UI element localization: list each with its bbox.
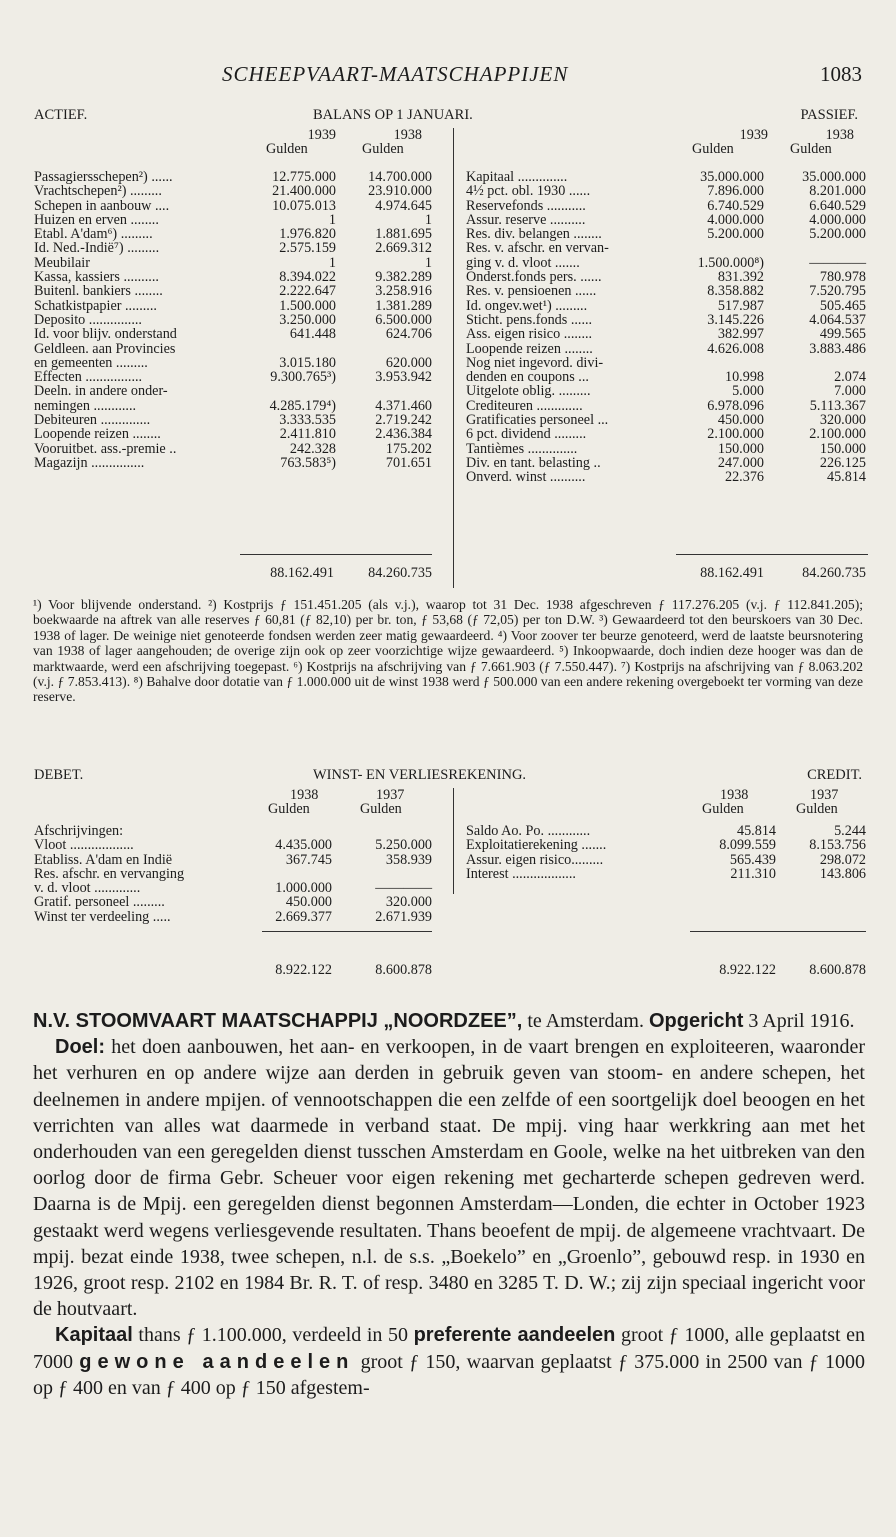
pl-account (0, 767, 896, 925)
asset-row (34, 256, 434, 270)
asset-value: 8.394.022 (279, 269, 336, 286)
liab-year-1: 1939 (739, 127, 768, 143)
liability-row (466, 356, 866, 370)
assets-year-1: 1939 (307, 127, 336, 143)
liability-value: 450.000 (717, 412, 764, 429)
debit-value: 2.669.377 (275, 908, 332, 925)
credit-total (466, 963, 866, 977)
liability-value: 505.465 (819, 297, 866, 314)
balance-sheet (0, 108, 896, 588)
credit-total-1937: 8.600.878 (809, 962, 866, 978)
asset-row (34, 384, 434, 398)
liab-year-2: 1938 (825, 127, 854, 143)
debit-total (34, 963, 434, 977)
liability-value: 247.000 (717, 454, 764, 471)
asset-value: 175.202 (385, 440, 432, 457)
credit-value: 211.310 (730, 865, 776, 882)
company-name: N.V. STOOMVAART MAATSCHAPPIJ „NOORDZEE”, (33, 1010, 523, 1032)
liability-row (466, 299, 866, 313)
liability-label: Onverd. winst .......... (466, 469, 586, 486)
asset-label: Id. voor blijv. onderstand (34, 326, 177, 343)
liability-label: Sticht. pens.fonds ...... (466, 311, 593, 328)
asset-value: 4.371.460 (375, 397, 432, 414)
assets-total (34, 566, 434, 580)
asset-value: 2.669.312 (375, 240, 432, 257)
asset-label: Schatkistpapier ......... (34, 297, 157, 314)
asset-value: 701.651 (385, 454, 432, 471)
asset-value: 14.700.000 (368, 169, 432, 185)
pl-title: WINST- EN VERLIESREKENING. (313, 767, 527, 783)
liab-unit-2: Gulden (790, 141, 832, 158)
kapitaal-label: Kapitaal (55, 1324, 133, 1347)
liability-label: Kapitaal .............. (466, 169, 568, 185)
credit-row (466, 867, 866, 881)
credit-value: 5.244 (834, 823, 866, 839)
liability-value: ———— (809, 254, 866, 271)
liability-label: Id. ongev.wet¹) ......... (466, 297, 588, 314)
asset-label: Geldleen. aan Provincies (34, 340, 176, 357)
liability-label: Reservefonds ........... (466, 197, 586, 214)
debit-row (34, 867, 434, 881)
liability-value: 226.125 (819, 454, 866, 471)
liability-value: 4.626.008 (707, 340, 764, 357)
credit-value: 8.153.756 (809, 837, 866, 854)
opgericht-label: Opgericht (648, 1010, 744, 1032)
debit-label: Gratif. personeel ......... (34, 894, 165, 911)
liability-label: Res. div. belangen ........ (466, 226, 602, 243)
debit-value: 2.671.939 (375, 908, 432, 925)
liability-value: 5.113.367 (809, 397, 866, 414)
debit-label: Afschrijvingen: (34, 823, 124, 839)
liability-label: ging v. d. vloot ....... (466, 254, 580, 271)
debit-row (34, 853, 434, 867)
balance-assets (34, 170, 434, 470)
debit-value: 4.435.000 (275, 837, 332, 854)
liability-value: 5.000 (732, 383, 764, 400)
liability-label: Onderst.fonds pers. ...... (466, 269, 602, 286)
liability-value: 35.000.000 (700, 169, 764, 185)
asset-value: 9.300.765³) (270, 369, 336, 386)
asset-row (34, 342, 434, 356)
credit-row (466, 853, 866, 867)
liability-value: 320.000 (819, 412, 866, 429)
liability-label: Ass. eigen risico ........ (466, 326, 593, 343)
liab-total-1939: 88.162.491 (700, 565, 764, 581)
asset-value: 1.500.000 (279, 297, 336, 314)
asset-value: 763.583⁵) (280, 454, 336, 471)
liability-row (466, 327, 866, 341)
liability-label: 4½ pct. obl. 1930 ...... (466, 183, 591, 200)
liability-value: 5.200.000 (809, 226, 866, 243)
pl-divider (453, 788, 454, 894)
pl-credit (466, 824, 866, 881)
credit-total-rule (690, 931, 866, 932)
asset-value: 21.400.000 (272, 183, 336, 200)
asset-row (34, 284, 434, 298)
liability-value: 6.640.529 (809, 197, 866, 214)
debit-value: 320.000 (385, 894, 432, 911)
asset-value: 3.258.916 (375, 283, 432, 300)
debit-label: Vloot .................. (34, 837, 134, 854)
liability-row (466, 442, 866, 456)
liability-value: 3.145.226 (707, 311, 764, 328)
asset-row (34, 327, 434, 341)
assets-total-rule (240, 554, 432, 555)
liability-value: 22.376 (724, 469, 764, 486)
footnotes (33, 597, 863, 705)
debit-label: Winst ter verdeeling ..... (34, 908, 171, 925)
asset-row (34, 241, 434, 255)
liability-row (466, 227, 866, 241)
page-number: 1083 (820, 62, 862, 86)
liability-value: 150.000 (819, 440, 866, 457)
liability-value: 8.358.882 (707, 283, 764, 300)
asset-row (34, 442, 434, 456)
asset-value: 3.015.180 (279, 354, 336, 371)
debit-value: 450.000 (285, 894, 332, 911)
asset-value: 4.974.645 (375, 197, 432, 214)
asset-label: Meubilair (34, 254, 90, 271)
liability-label: Nog niet ingevord. divi- (466, 354, 604, 371)
asset-value: 2.411.810 (279, 426, 336, 443)
balance-title: BALANS OP 1 JANUARI. (313, 107, 473, 123)
liability-value: 382.997 (717, 326, 764, 343)
asset-value: 3.333.535 (279, 412, 336, 429)
liability-row (466, 241, 866, 255)
asset-value: 3.250.000 (279, 311, 336, 328)
company-entry (33, 1008, 865, 1401)
credit-row (466, 824, 866, 838)
debit-total-1938: 8.922.122 (275, 962, 332, 978)
liability-value: 35.000.000 (802, 169, 866, 185)
liability-value: 4.000.000 (707, 211, 764, 228)
asset-row (34, 313, 434, 327)
liab-total-1938: 84.260.735 (802, 565, 866, 581)
asset-label: Loopende reizen ........ (34, 426, 161, 443)
balance-right-label: PASSIEF. (800, 107, 858, 123)
doel-text: het doen aanbouwen, het aan- en verkoopen, in de vaart brengen en exploiteeren, waaronder het verhuren en op andere wijze aan derden in gebruik geven van stoom- en andere schepen, het deelnemen in andere mpijen. of vennootschappen die een zelfde of een soortgelijk doel beoogen en het verrichten van alles wat daarmede in verband staat. De mpij. ving haar werkkring aan met het onderhouden van een geregelden dienst tusschen Amsterdam en Goole, welke na het uitbreken van den oorlog door de firma Gebr. Scheuer voor eigen rekening met gecharterde schepen gedreven werd. Daarna is de Mpij. een geregelden dienst begonnen Amsterdam—Londen, die echter in October 1923 gestaakt werd wegens verliesgevende resultaten. Thans beoefent de mpij. de algemeene vrachtvaart. De mpij. bezat einde 1938, twee schepen, n.l. de s.s. „Boekelo” en „Groenlo”, gebouwd resp. in 1930 en 1926, groot resp. 2102 en 1984 Br. R. T. of resp. 3480 en 3285 T. D. W.; zij zijn speciaal ingericht voor de houtvaart. (33, 1036, 865, 1321)
asset-row (34, 399, 434, 413)
credit-value: 298.072 (819, 851, 866, 868)
debit-label: Res. afschr. en vervanging (34, 865, 185, 882)
running-header (0, 62, 896, 92)
liability-row (466, 256, 866, 270)
debit-row (34, 824, 434, 838)
asset-label: Effecten ................ (34, 369, 143, 386)
asset-label: Etabl. A'dam⁶) ......... (34, 226, 153, 243)
liability-row (466, 413, 866, 427)
liability-value: 831.392 (717, 269, 764, 286)
asset-value: 4.285.179⁴) (269, 397, 336, 414)
balance-left-label: ACTIEF. (34, 107, 88, 123)
credit-unit-2: Gulden (796, 801, 838, 818)
assets-total-1939: 88.162.491 (270, 565, 334, 581)
debit-value: 367.745 (285, 851, 332, 868)
liability-label: Div. en tant. belasting .. (466, 454, 601, 471)
asset-value: 2.436.384 (375, 426, 432, 443)
asset-label: Kassa, kassiers .......... (34, 269, 159, 286)
asset-value: 1 (328, 211, 336, 228)
liab-total (466, 566, 866, 580)
assets-total-1938: 84.260.735 (368, 565, 432, 581)
balance-liab-head (466, 128, 866, 157)
footnotes-text: ¹) Voor blijvende onderstand. ²) Kostprijs ƒ 151.451.205 (als v.j.), waarop tot 31 Dec. 1938 afgeschreven ƒ 117.276.205 (v.j. ƒ 112.841.205); boekwaarde na aftrek van alle reserves ƒ 60,81 (ƒ 82,10) per br. ton, ƒ 53,68 (ƒ 72,05) per ton D.W. ³) Gewaardeerd tot den beurskoers van 30 Dec. 1938 of lager. De weinige niet genoteerde fondsen werden zeer matig gewaardeerd. ⁴) Voor zoover ter beurze genoteerd, werd de laatste beursnotering van 1938 of lager aangehouden; de overige zijn ook op zeer voorzichtige wijze gewaardeerd. ⁵) Inkoopwaarde, doch indien deze hooger was dan de marktwaarde, werd een afschrijving toegepast. ⁶) Kostprijs na afschrijving van ƒ 7.661.903 (ƒ 7.550.447). ⁷) Kostprijs na afschrijving van ƒ 8.063.202 (v.j. ƒ 7.853.413). ⁸) Bahalve door dotatie van ƒ 1.000.000 uit de winst 1938 werd ƒ 500.000 van een andere rekening overgeboekt ter vorming van deze reserve. (33, 597, 863, 705)
liability-value: 2.074 (834, 369, 866, 386)
credit-label: Exploitatierekening ....... (466, 837, 607, 854)
asset-label: Schepen in aanbouw .... (34, 197, 170, 214)
liability-row (466, 470, 866, 484)
debit-row (34, 838, 434, 852)
liability-value: 3.883.486 (809, 340, 866, 357)
liability-row (466, 342, 866, 356)
liability-value: 7.896.000 (707, 183, 764, 200)
asset-label: en gemeenten ......... (34, 354, 148, 371)
liability-value: 2.100.000 (707, 426, 764, 443)
liability-value: 499.565 (819, 326, 866, 343)
asset-label: Magazijn ............... (34, 454, 145, 471)
asset-value: 2.222.647 (279, 283, 336, 300)
liability-row (466, 284, 866, 298)
credit-total-1938: 8.922.122 (719, 962, 776, 978)
debit-label: Etabliss. A'dam en Indië (34, 851, 173, 868)
debit-unit-2: Gulden (360, 801, 402, 818)
pl-right-label: CREDIT. (807, 767, 862, 783)
liability-row (466, 199, 866, 213)
asset-label: Vrachtschepen²) ......... (34, 183, 162, 200)
asset-label: Deposito ............... (34, 311, 142, 328)
doel-paragraph (33, 1034, 865, 1322)
debit-year-2: 1937 (376, 787, 405, 803)
credit-label: Assur. eigen risico......... (466, 851, 604, 868)
liability-value: 2.100.000 (809, 426, 866, 443)
liability-row (466, 213, 866, 227)
kapitaal-text-2: groot ƒ 1000, alle geplaatst en 7000 (33, 1324, 865, 1373)
asset-value: 624.706 (385, 326, 432, 343)
pl-debit (34, 824, 434, 924)
liability-value: 45.814 (826, 469, 866, 486)
asset-value: 620.000 (385, 354, 432, 371)
asset-value: 1 (328, 254, 336, 271)
asset-label: Vooruitbet. ass.-premie .. (34, 440, 177, 457)
liability-label: Assur. reserve .......... (466, 211, 586, 228)
asset-label: Id. Ned.-Indië⁷) ......... (34, 240, 160, 257)
asset-value: 10.075.013 (272, 197, 336, 214)
opgericht-value: 3 April 1916. (743, 1010, 855, 1032)
liability-row (466, 170, 866, 184)
asset-value: 1.976.820 (279, 226, 336, 243)
asset-value: 12.775.000 (272, 169, 336, 185)
liability-value: 10.998 (724, 369, 764, 386)
debit-row (34, 895, 434, 909)
debit-total-rule (262, 931, 432, 932)
asset-value: 641.448 (289, 326, 336, 343)
asset-value: 23.910.000 (368, 183, 432, 200)
liability-value: 6.740.529 (707, 197, 764, 214)
liability-value: 5.200.000 (707, 226, 764, 243)
liability-value: 4.064.537 (809, 311, 866, 328)
liability-value: 6.978.096 (707, 397, 764, 414)
debit-total-1937: 8.600.878 (375, 962, 432, 978)
asset-value: 2.575.159 (279, 240, 336, 257)
credit-year-2: 1937 (810, 787, 839, 803)
asset-label: Buitenl. bankiers ........ (34, 283, 163, 300)
asset-label: Passagiersschepen²) ...... (34, 169, 173, 185)
credit-label: Interest .................. (466, 865, 576, 882)
liability-row (466, 384, 866, 398)
debit-year-1: 1938 (290, 787, 319, 803)
liability-value: 1.500.000⁸) (697, 254, 764, 271)
liability-label: 6 pct. dividend ......... (466, 426, 587, 443)
debit-label: v. d. vloot ............. (34, 880, 141, 897)
running-title: SCHEEPVAART-MAATSCHAPPIJEN (222, 62, 569, 86)
asset-label: Debiteuren .............. (34, 412, 151, 429)
asset-value: 2.719.242 (375, 412, 432, 429)
balance-assets-head (34, 128, 434, 157)
asset-value: 6.500.000 (375, 311, 432, 328)
balance-liabilities (466, 170, 866, 485)
asset-row (34, 370, 434, 384)
liability-label: Res. v. afschr. en vervan- (466, 240, 609, 257)
liability-value: 7.000 (834, 383, 866, 400)
asset-value: 1 (424, 254, 432, 271)
asset-value: 3.953.942 (375, 369, 432, 386)
liab-unit-1: Gulden (692, 141, 734, 158)
asset-row (34, 413, 434, 427)
liability-row (466, 399, 866, 413)
liability-value: 8.201.000 (809, 183, 866, 200)
balance-divider (453, 128, 454, 588)
pl-credit-head (466, 788, 866, 817)
asset-row (34, 227, 434, 241)
credit-value: 565.439 (729, 851, 776, 868)
company-location: te Amsterdam. (522, 1010, 649, 1032)
kapitaal-text-3: groot ƒ 150, waarvan geplaatst ƒ 375.000 in 2500 van ƒ 1000 op ƒ 400 en van ƒ 400 op ƒ 150 afgestem- (33, 1350, 866, 1399)
credit-value: 143.806 (819, 865, 866, 882)
credit-label: Saldo Ao. Po. ............ (466, 823, 591, 839)
liability-value: 780.978 (819, 269, 866, 286)
liability-label: denden en coupons ... (466, 369, 589, 386)
credit-row (466, 838, 866, 852)
liability-row (466, 184, 866, 198)
asset-row (34, 456, 434, 470)
asset-row (34, 299, 434, 313)
liability-label: Loopende reizen ........ (466, 340, 593, 357)
debit-value: 5.250.000 (375, 837, 432, 854)
liability-label: Tantièmes .............. (466, 440, 578, 457)
debit-value: 1.000.000 (275, 880, 332, 897)
asset-label: Huizen en erven ........ (34, 211, 159, 228)
kapitaal-text-1: thans ƒ 1.100.000, verdeeld in 50 (132, 1324, 414, 1347)
asset-label: nemingen ............ (34, 397, 137, 414)
asset-label: Deeln. in andere onder- (34, 383, 168, 400)
credit-year-1: 1938 (720, 787, 749, 803)
liability-row (466, 370, 866, 384)
liability-value: 4.000.000 (809, 211, 866, 228)
kapitaal-paragraph (33, 1322, 865, 1401)
assets-unit-2: Gulden (362, 141, 404, 158)
asset-row (34, 213, 434, 227)
asset-row (34, 270, 434, 284)
asset-row (34, 356, 434, 370)
debit-row (34, 910, 434, 924)
liability-label: Uitgelote oblig. ......... (466, 383, 591, 400)
asset-value: 9.382.289 (375, 269, 432, 286)
asset-value: 242.328 (289, 440, 336, 457)
doel-label: Doel: (55, 1036, 105, 1059)
credit-unit-1: Gulden (702, 801, 744, 818)
liability-value: 150.000 (717, 440, 764, 457)
liability-label: Res. v. pensioenen ...... (466, 283, 597, 300)
liability-row (466, 270, 866, 284)
asset-value: 1.881.695 (375, 226, 432, 243)
liability-value: 7.520.795 (809, 283, 866, 300)
debit-unit-1: Gulden (268, 801, 310, 818)
pl-debit-head (34, 788, 434, 817)
asset-row (34, 170, 434, 184)
assets-year-2: 1938 (393, 127, 422, 143)
asset-row (34, 199, 434, 213)
kapitaal-preferent: preferente aandeelen (413, 1324, 616, 1347)
credit-value: 8.099.559 (719, 837, 776, 854)
debit-value: ———— (375, 880, 432, 897)
debit-value: 358.939 (385, 851, 432, 868)
company-heading (33, 1008, 865, 1034)
liability-row (466, 313, 866, 327)
pl-left-label: DEBET. (34, 767, 84, 783)
liability-row (466, 427, 866, 441)
liability-row (466, 456, 866, 470)
asset-row (34, 427, 434, 441)
liab-total-rule (676, 554, 868, 555)
asset-value: 1 (424, 211, 432, 228)
liability-label: Crediteuren ............. (466, 397, 583, 414)
asset-value: 1.381.289 (375, 297, 432, 314)
liability-label: Gratificaties personeel ... (466, 412, 609, 429)
kapitaal-gewone: gewone aandeelen (79, 1350, 355, 1373)
assets-unit-1: Gulden (266, 141, 308, 158)
credit-value: 45.814 (736, 823, 776, 839)
liability-value: 517.987 (717, 297, 764, 314)
debit-row (34, 881, 434, 895)
asset-row (34, 184, 434, 198)
